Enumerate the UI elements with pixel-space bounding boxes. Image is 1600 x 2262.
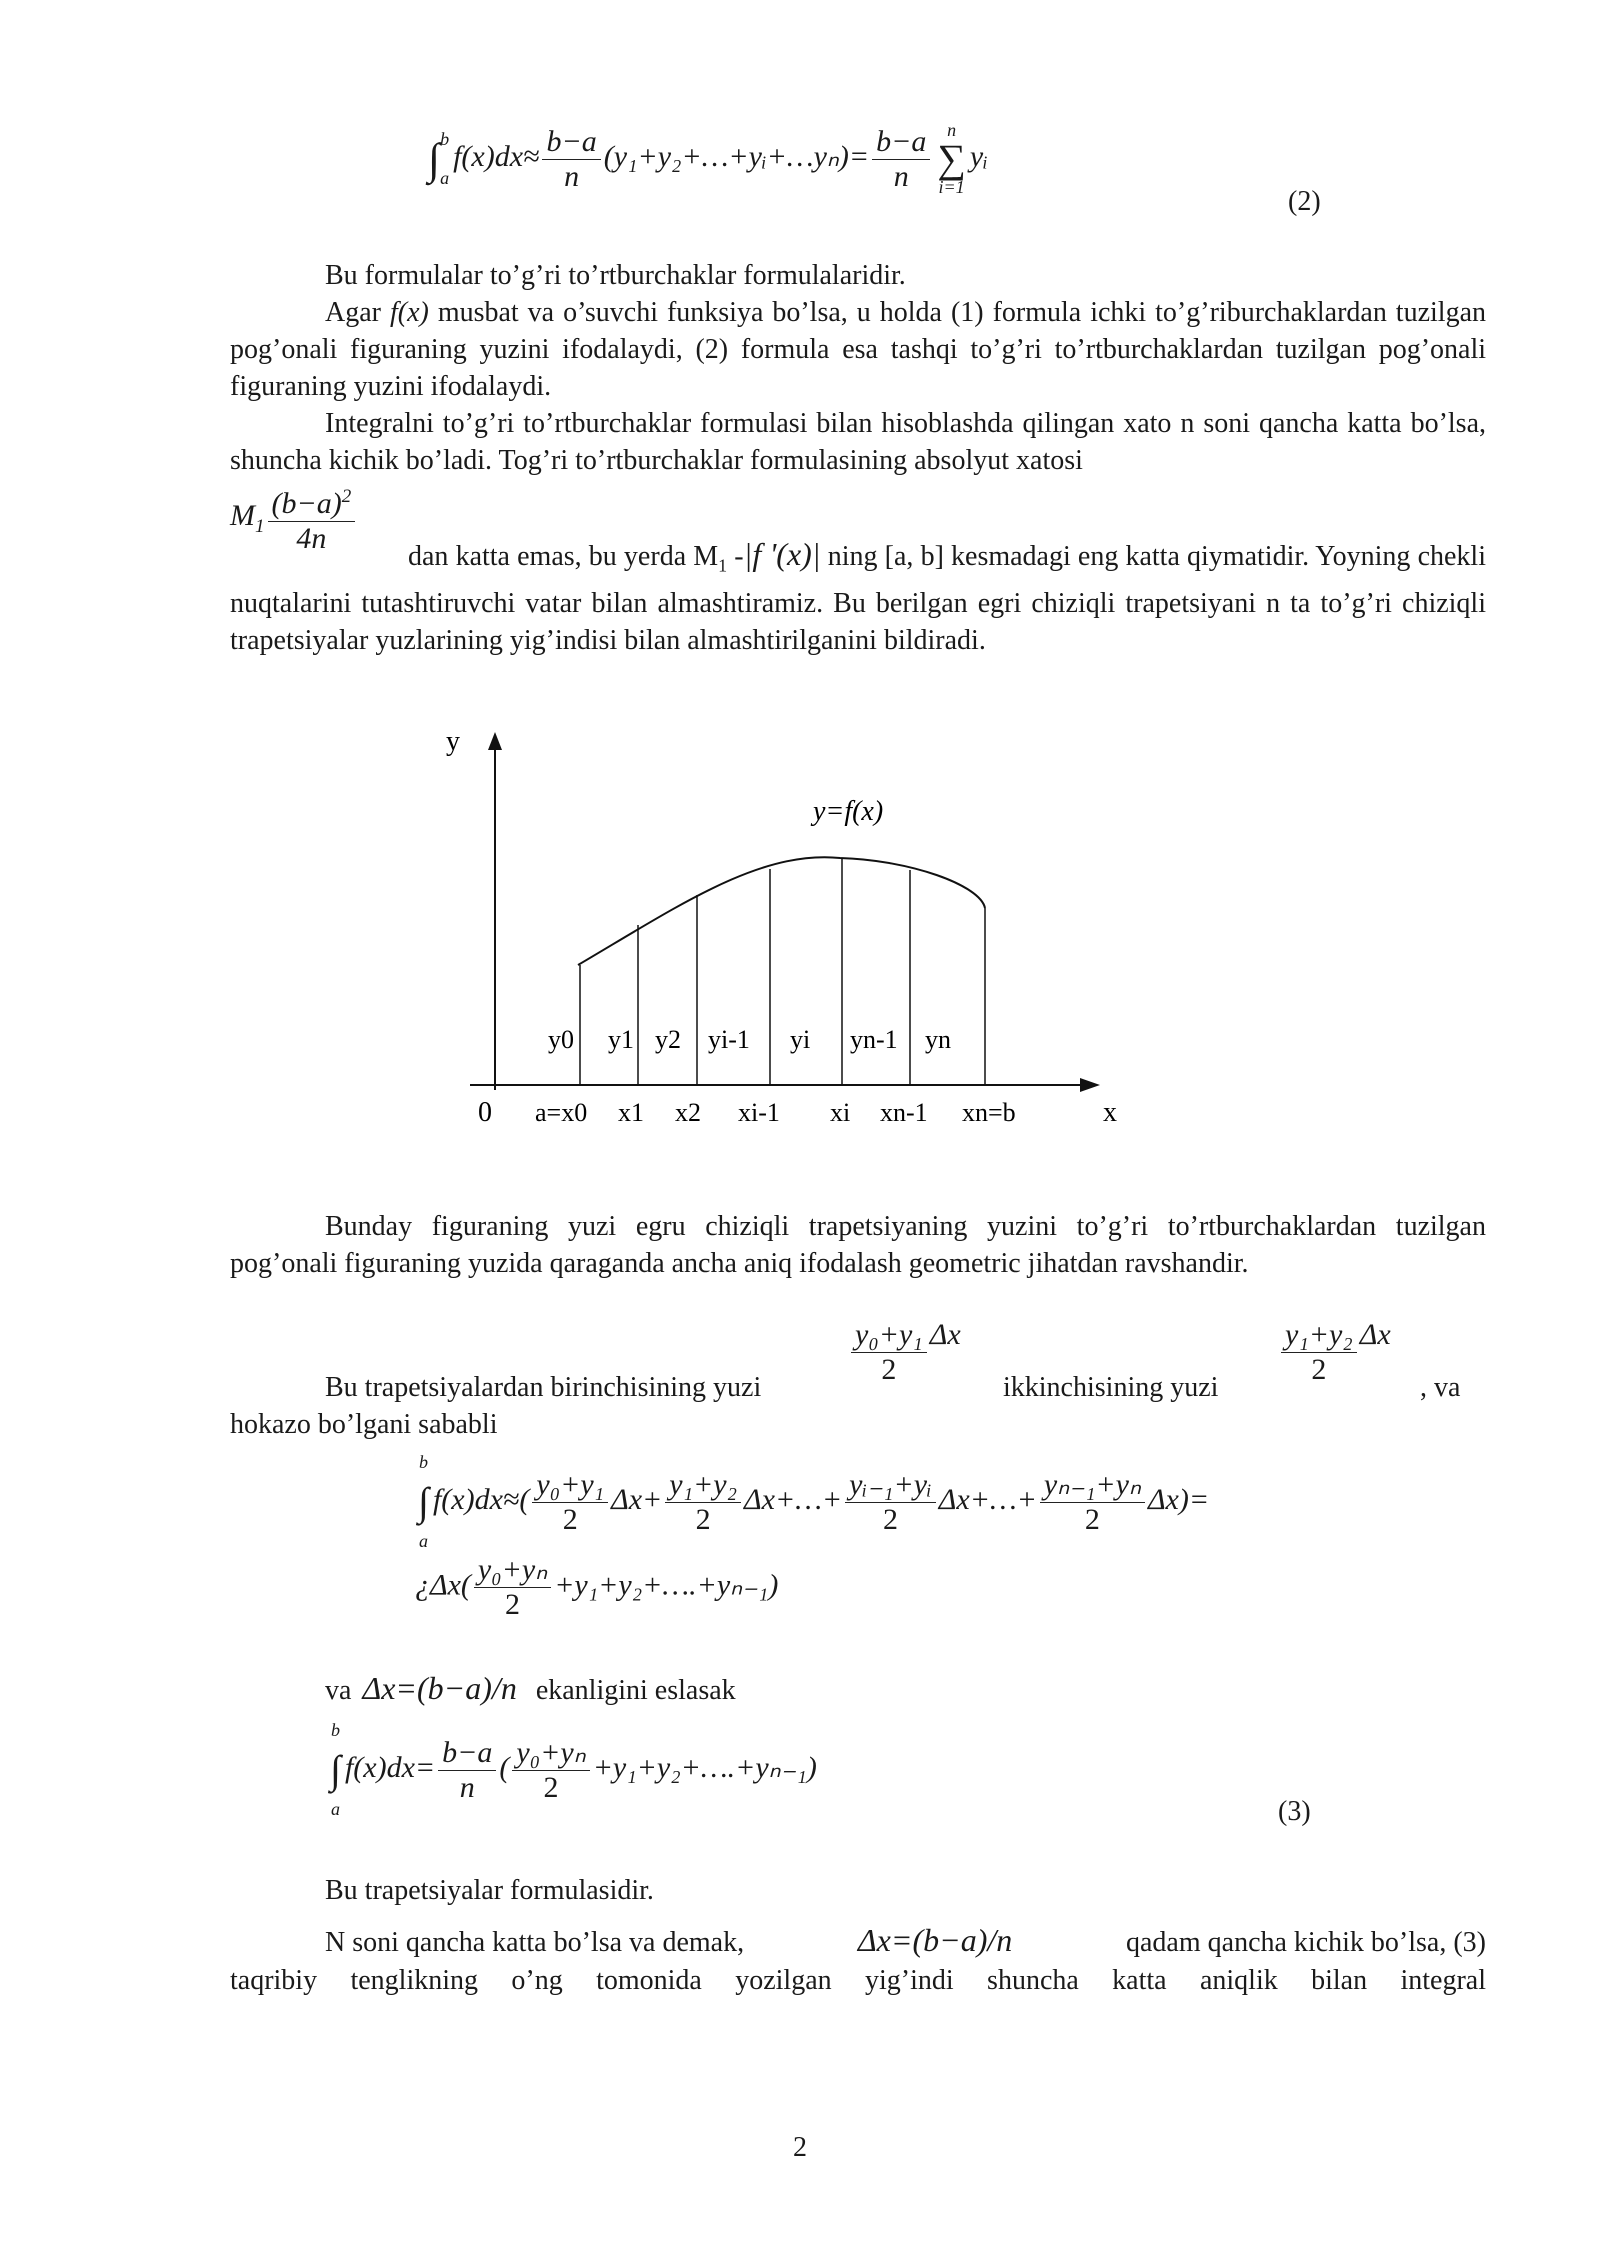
y-label: y0 [548, 1025, 574, 1054]
y-labels [548, 1025, 951, 1054]
y-axis-label: y [446, 726, 460, 757]
paragraph-6-end: , va [1420, 1372, 1461, 1403]
va-line: va Δx=(b−a)/n ekanligini eslasak [325, 1670, 736, 1706]
x-label: x2 [675, 1098, 701, 1127]
x-label: xi [830, 1098, 851, 1127]
curve-label: y=f(x) [813, 796, 884, 827]
equation-3: b ∫ a f(x)dx= $\frac{b-a}{n}$ ( $\frac{\text{y₀+yₙ}}{2}$ +y₁+y₂+….+yₙ₋₁) [330, 1720, 817, 1819]
paragraph-7: Bu trapetsiyalar formulasidir. [325, 1875, 654, 1906]
paragraph-6-line-1: Bu trapetsiyalardan birinchisining yuzi [325, 1372, 762, 1403]
x-axis-label: x [1103, 1097, 1117, 1128]
curve [578, 857, 985, 965]
paragraph-4: dan katta emas, bu yerda $M_1$ -|f '(x)| ning [a, b] kesmadagi eng katta qiymatidir. Yoyning chekli nuqtalarini tutashtiruvchi vatar bilan almashtiramiz. Bu berilgan egri chiziqli trapetsiyani n ta to’g’ri chiziqli trapetsiyalar yuzlarining yig’indisi bilan almashtirilganini bildiradi. [230, 536, 1486, 656]
paragraph-8-line-1: N soni qancha katta bo’lsa va demak, Δx=(b−a)/n qadam qancha kichik bo’lsa, (3) [325, 1922, 1486, 1958]
second-trapezoid-area: $\frac{\text{y₁+y₂}}{2}$ Δx [1278, 1318, 1391, 1387]
y-label: y2 [655, 1025, 681, 1054]
x-axis-arrow [1080, 1078, 1100, 1092]
equation-2: ∫ b a f(x)dx≈ $\frac{b-a}{n}$ (y₁+y₂+…+yᵢ+…yₙ)= $\frac{b-a}{n}$ n ∑ i=1 yᵢ [428, 120, 988, 197]
paragraph-6-line-2: hokazo bo’lgani sababli [230, 1409, 498, 1440]
trapezoid-figure [440, 720, 1140, 1140]
first-trapezoid-area: $\frac{\text{y₀+y₁}}{2}$ Δx [848, 1318, 961, 1387]
y-label: yn-1 [850, 1025, 898, 1054]
trapezoid-sum-equation-continued: ¿Δx( $\frac{\text{y₀+yₙ}}{2}$ +y₁+y₂+….+yₙ₋₁) [415, 1553, 779, 1621]
paragraph-5: Bunday figuraning yuzi egru chiziqli trapetsiyaning yuzini to’g’ri to’rtburchaklardan tuzilgan pog’onali figuraning yuzida qaraganda ancha aniq ifodalash geometric jihatdan ravshandir. [230, 1211, 1486, 1279]
y-label: yi [790, 1025, 811, 1054]
x-labels [535, 1098, 1016, 1127]
x-label: xn-1 [880, 1098, 928, 1127]
x-label: a=x0 [535, 1098, 588, 1127]
y-axis-arrow [488, 732, 502, 750]
equation-number-3: (3) [1278, 1796, 1311, 1827]
y-label: yn [925, 1025, 951, 1054]
equation-number-2: (2) [1288, 186, 1321, 217]
origin-label: 0 [478, 1097, 492, 1128]
paragraph-2: Agar f(x) musbat va o’suvchi funksiya bo’lsa, u holda (1) formula ichki to’g’riburchaklardan tuzilgan pog’onali figuraning yuzini ifodalaydi, (2) formula esa tashqi to’g’ri to’rtburchaklardan tuzilgan pog’onali figuraning yuzini ifodalaydi. [230, 297, 1487, 402]
paragraph-8-line-2: taqribiy tenglikning o’ng tomonida yozilgan yig’indi shuncha katta aniqlik bilan integral [230, 1965, 1486, 1996]
paragraph-3: Integralni to’g’ri to’rtburchaklar formulasi bilan hisoblashda qilingan xato n soni qancha katta bo’lsa, shuncha kichik bo’ladi. Tog’ri to’rtburchaklar formulasining absolyut xatosi [230, 408, 1486, 476]
x-label: x1 [618, 1098, 644, 1127]
y-label: yi-1 [708, 1025, 750, 1054]
trapezoid-sum-equation: b ∫ a f(x)dx≈( $\frac{\text{y₀+y₁}}{2}$ Δx+ $\frac{\text{y₁+y₂}}{2}$ Δx+…+ $\frac{\text{yᵢ₋₁+yᵢ}}{2}$ Δx+…+ $\frac{\text{yₙ₋₁+yₙ}}{2}$ Δx)= [418, 1452, 1210, 1551]
paragraph-6-mid: ikkinchisining yuzi [1003, 1372, 1219, 1403]
page-number: 2 [793, 2132, 807, 2163]
paragraph-1: Bu formulalar to’g’ri to’rtburchaklar formulalaridir. [325, 260, 906, 291]
x-label: xi-1 [738, 1098, 780, 1127]
x-label: xn=b [962, 1098, 1016, 1127]
y-label: y1 [608, 1025, 634, 1054]
error-formula: $M_1$ $\frac{(b-a)^2}{4n}$ [230, 480, 358, 556]
